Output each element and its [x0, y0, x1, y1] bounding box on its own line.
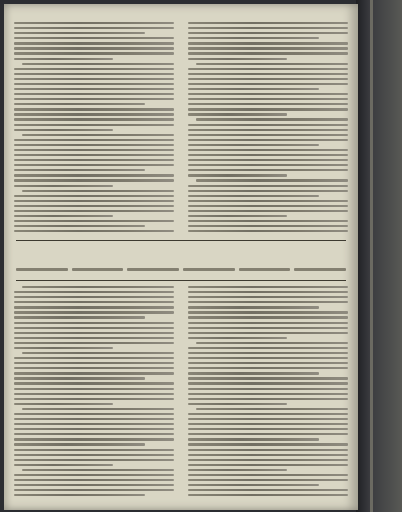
section-subtitle — [14, 256, 348, 262]
left-text-column — [14, 22, 174, 235]
section-title — [14, 244, 348, 253]
section-rule-bottom — [16, 280, 346, 281]
section-contents-line — [16, 264, 346, 276]
page-gutter — [370, 0, 373, 512]
section-rule-top — [16, 240, 346, 241]
book-page — [4, 4, 358, 510]
right-text-column — [188, 22, 348, 235]
adjacent-page-edge — [356, 0, 402, 512]
lower-left-text-column — [14, 286, 174, 499]
lower-right-text-column — [188, 286, 348, 499]
